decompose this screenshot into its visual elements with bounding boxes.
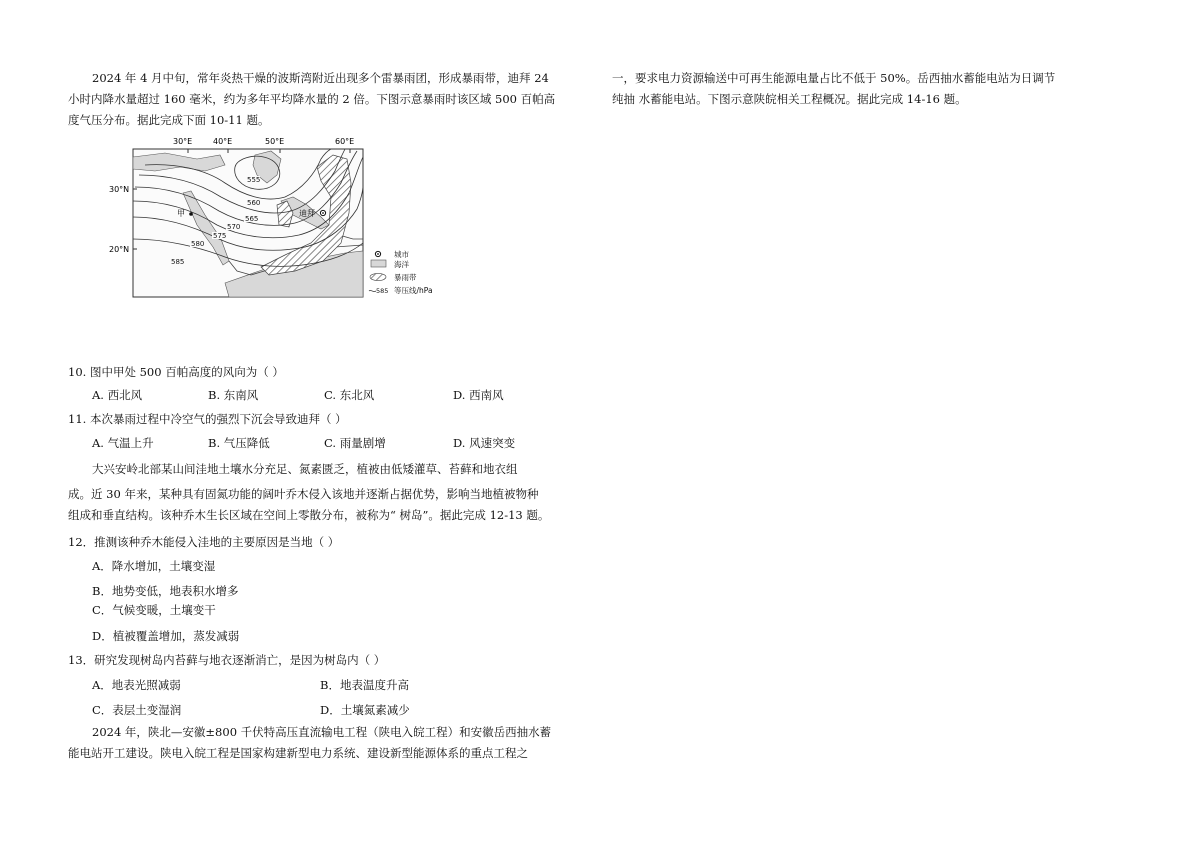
q13-option-b[interactable]: B．地表温度升高 [320, 678, 409, 692]
isobar-label: 580 [191, 240, 205, 248]
legend-label: 暴雨带 [394, 273, 417, 282]
legend-isobar-sample: 585 [376, 287, 389, 295]
right-line1: 一，要求电力资源输送中可再生能源电量占比不低于 50%。岳西抽水蓄能电站为日调节 [612, 71, 1056, 85]
legend-label: 城市 [394, 250, 409, 259]
intro1-line1: 2024 年 4 月中旬，常年炎热干燥的波斯湾附近出现多个雷暴雨团，形成暴雨带，迪拜 24 [92, 71, 549, 85]
q13-option-a[interactable]: A．地表光照减弱 [92, 678, 181, 692]
q11-option-c[interactable]: C. 雨量剧增 [324, 436, 386, 450]
place-dubai: 迪拜 [299, 209, 315, 218]
q12-stem: 12．推测该种乔木能侵入洼地的主要原因是当地（ ） [68, 535, 340, 549]
right-line2: 纯抽 水蓄能电站。下图示意陕皖相关工程概况。据此完成 14-16 题。 [612, 92, 967, 106]
lon-label: 30°E [173, 137, 193, 146]
q10-option-d[interactable]: D. 西南风 [453, 388, 504, 402]
intro3-line1: 2024 年，陕北—安徽±800 千伏特高压直流输电工程（陕电入皖工程）和安徽岳西抽水蓄 [92, 725, 552, 739]
q12-option-a[interactable]: A．降水增加，土壤变湿 [92, 559, 216, 573]
lat-label: 20°N [109, 245, 130, 254]
q11-stem: 11. 本次暴雨过程中冷空气的强烈下沉会导致迪拜（ ） [68, 412, 347, 426]
isobar-label: 565 [245, 215, 259, 223]
isobar-label: 575 [213, 232, 227, 240]
legend-label: 海洋 [394, 260, 409, 269]
isobar-label: 585 [171, 258, 185, 266]
isobar-label: 570 [227, 223, 241, 231]
q10-option-c[interactable]: C. 东北风 [324, 388, 375, 402]
intro1-line3: 度气压分布。据此完成下面 10-11 题。 [68, 113, 270, 127]
q11-option-b[interactable]: B. 气压降低 [208, 436, 270, 450]
q10-option-b[interactable]: B. 东南风 [208, 388, 259, 402]
q12-option-d[interactable]: D．植被覆盖增加，蒸发减弱 [92, 629, 240, 643]
lon-label: 50°E [265, 137, 285, 146]
q13-stem: 13．研究发现树岛内苔藓与地衣逐渐消亡，是因为树岛内（ ） [68, 653, 386, 667]
q12-option-b[interactable]: B．地势变低，地表积水增多 [92, 584, 239, 598]
intro2-line3: 组成和垂直结构。该种乔木生长区域在空间上零散分布，被称为“ 树岛”。据此完成 12-13 题。 [68, 508, 550, 522]
lon-label: 40°E [213, 137, 233, 146]
pressure-map [109, 135, 455, 305]
isobar-label: 555 [247, 176, 261, 184]
intro2-line1: 大兴安岭北部某山间洼地土壤水分充足、氮素匮乏，植被由低矮灌草、苔藓和地衣组 [92, 462, 518, 476]
intro3-line2: 能电站开工建设。陕电入皖工程是国家构建新型电力系统、建设新型能源体系的重点工程之 [68, 746, 528, 760]
q11-option-d[interactable]: D. 风速突变 [453, 436, 516, 450]
map-legend [369, 249, 433, 295]
intro1-line2: 小时内降水量超过 160 毫米，约为多年平均降水量的 2 倍。下图示意暴雨时该区域 500 百帕高 [68, 92, 556, 106]
legend-label: 等压线/hPa [394, 286, 433, 295]
isobar-label: 560 [247, 199, 261, 207]
intro2-line2: 成。近 30 年来，某种具有固氮功能的阔叶乔木侵入该地并逐渐占据优势，影响当地植被物种 [68, 487, 539, 501]
place-jia: 甲 [177, 209, 185, 218]
q12-option-c[interactable]: C．气候变暖，土壤变干 [92, 603, 216, 617]
q10-option-a[interactable]: A. 西北风 [92, 388, 143, 402]
place-jia-point [189, 212, 193, 216]
legend-isobar-line [369, 290, 376, 291]
lat-label: 30°N [109, 185, 130, 194]
q11-option-a[interactable]: A. 气温上升 [92, 436, 154, 450]
q13-option-d[interactable]: D．土壤氮素减少 [320, 703, 410, 717]
q13-option-c[interactable]: C．表层土变湿润 [92, 703, 182, 717]
legend-ocean-swatch [371, 260, 386, 267]
q10-stem: 10. 图中甲处 500 百帕高度的风向为（ ） [68, 365, 284, 379]
legend-rainband-swatch [370, 273, 386, 280]
lon-label: 60°E [335, 137, 355, 146]
